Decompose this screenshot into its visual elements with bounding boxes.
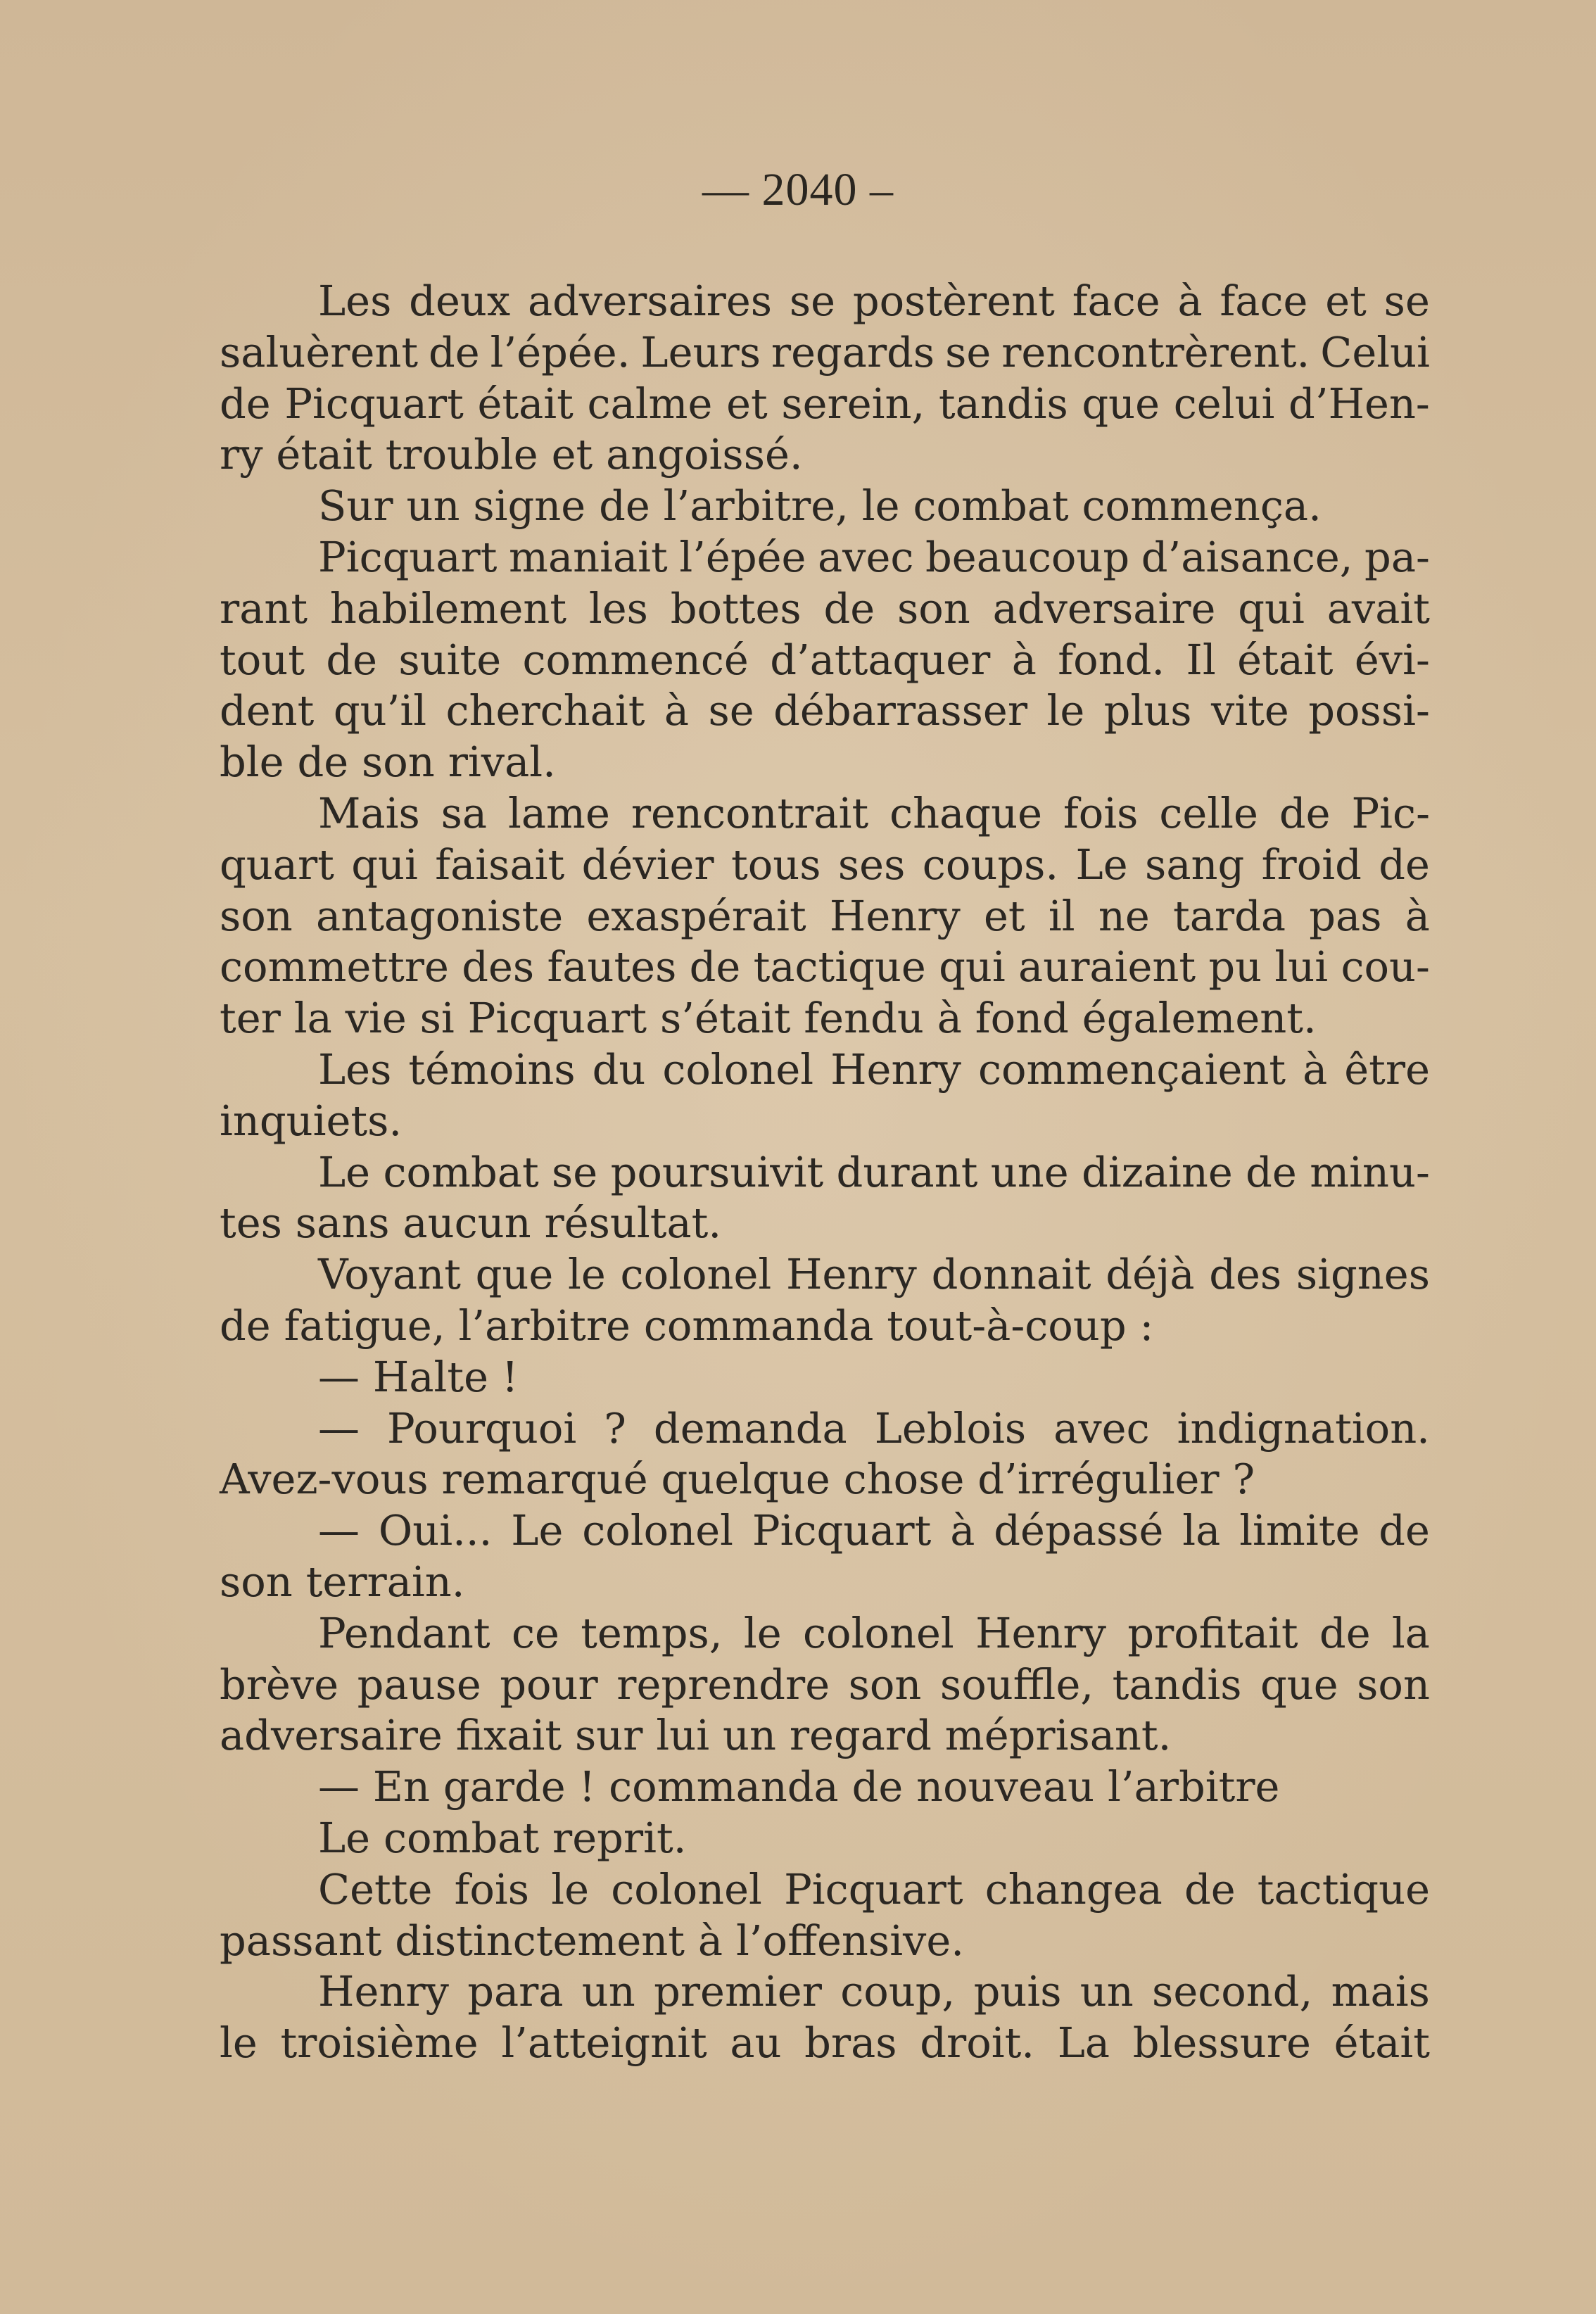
word: reprendre xyxy=(616,1659,830,1709)
word: Sur xyxy=(318,481,393,531)
word: changea xyxy=(984,1864,1163,1914)
word: d’attaquer xyxy=(770,635,991,684)
word: également. xyxy=(1082,994,1317,1043)
word: se xyxy=(552,1147,598,1196)
word: pause xyxy=(357,1659,481,1709)
word: premier xyxy=(654,1967,822,2016)
word: rival. xyxy=(448,738,556,787)
word: bras xyxy=(804,2018,897,2068)
word: coups. xyxy=(922,840,1059,889)
word: dévier xyxy=(581,840,714,889)
word: troisième xyxy=(280,2018,479,2068)
text-line xyxy=(220,1147,1430,1199)
word: quart xyxy=(220,840,334,889)
word: tactique xyxy=(753,942,926,992)
word: lame xyxy=(508,788,610,837)
text-line xyxy=(220,1659,1430,1711)
word: ? xyxy=(1232,1455,1255,1504)
word: tandis xyxy=(1112,1659,1242,1709)
word: le xyxy=(220,2018,258,2068)
word: colonel xyxy=(620,1250,772,1299)
word: lui xyxy=(656,1711,710,1760)
word: chose xyxy=(843,1455,965,1504)
text-line xyxy=(220,583,1430,635)
word: fond xyxy=(975,994,1069,1043)
word: Il xyxy=(1186,635,1216,684)
word: La xyxy=(1057,2018,1110,2068)
word: le xyxy=(568,1250,606,1299)
word: de xyxy=(1279,788,1331,837)
word: était xyxy=(276,430,372,479)
page-number: — 2040 – xyxy=(702,164,894,215)
word: tactique xyxy=(1257,1864,1430,1914)
word: l’atteignit xyxy=(501,2018,707,2068)
word: Picquart xyxy=(752,1506,932,1555)
word: de xyxy=(689,942,741,992)
word: commanda xyxy=(609,1762,839,1812)
word: donnait xyxy=(931,1250,1091,1299)
word: Cette xyxy=(318,1864,433,1914)
word: était xyxy=(1237,635,1334,684)
text-line xyxy=(220,1249,1430,1301)
word: débarrasser xyxy=(773,686,1028,735)
word: Le xyxy=(511,1506,564,1555)
word: et xyxy=(984,891,1025,940)
word: colonel xyxy=(803,1608,954,1657)
word: à xyxy=(950,1506,975,1555)
word: un xyxy=(1079,1967,1134,2016)
text-line xyxy=(220,532,1430,583)
word: auraient xyxy=(1018,942,1196,992)
text-line xyxy=(220,327,1430,379)
word: tous xyxy=(731,840,821,889)
word: Leurs xyxy=(640,327,761,377)
word: les xyxy=(588,583,648,633)
word: résultat. xyxy=(544,1199,722,1248)
word: déjà xyxy=(1106,1250,1195,1299)
word: ? xyxy=(604,1403,626,1453)
word: possi- xyxy=(1308,686,1430,735)
word: de xyxy=(823,583,875,633)
word: signes xyxy=(1296,1250,1430,1299)
word: signe xyxy=(473,481,586,531)
word: exaspérait xyxy=(586,891,806,940)
word: : xyxy=(1139,1301,1154,1350)
word: Pic- xyxy=(1351,788,1430,837)
word: face xyxy=(1220,277,1308,325)
word: quelque xyxy=(661,1455,830,1504)
word: tes xyxy=(220,1199,282,1248)
word: mais xyxy=(1331,1967,1430,2016)
word: commençaient xyxy=(977,1044,1286,1094)
word: maniait xyxy=(509,532,668,581)
text-line xyxy=(220,635,1430,686)
text-line xyxy=(220,1403,1430,1455)
word: Picquart xyxy=(467,994,647,1043)
word: à xyxy=(1303,1044,1328,1094)
word: Le xyxy=(318,1813,371,1862)
word: l’épée xyxy=(679,532,806,581)
word: tandis xyxy=(938,379,1068,428)
text-line xyxy=(220,481,1430,532)
word: froid xyxy=(1261,840,1362,889)
word: Les xyxy=(318,1044,392,1094)
word: ! xyxy=(501,1352,519,1401)
word: combat xyxy=(383,1147,539,1196)
word: la xyxy=(1391,1608,1430,1657)
word: son xyxy=(362,738,435,787)
word: tout xyxy=(220,635,305,684)
word: sang xyxy=(1145,840,1245,889)
word: sans xyxy=(295,1199,390,1248)
word: et xyxy=(726,379,768,428)
word: coup, xyxy=(840,1967,956,2016)
text-line xyxy=(220,379,1430,430)
text-line xyxy=(220,1813,1430,1864)
word: colonel xyxy=(582,1506,733,1555)
word: demanda xyxy=(653,1403,847,1453)
text-line xyxy=(220,1352,1430,1403)
text-line xyxy=(220,891,1430,942)
word: de xyxy=(1246,1147,1297,1196)
word: qui xyxy=(1238,583,1305,633)
word: l’épée. xyxy=(490,327,631,377)
text-line xyxy=(220,1301,1430,1352)
word: vite xyxy=(1211,686,1289,735)
word: Oui... xyxy=(378,1506,493,1555)
word: avec xyxy=(1053,1403,1150,1453)
word: une xyxy=(990,1147,1069,1196)
word: si xyxy=(419,994,455,1043)
word: ce xyxy=(511,1608,559,1657)
word: à xyxy=(1177,277,1203,325)
text-line xyxy=(220,942,1430,993)
word: rencontrait xyxy=(631,788,869,837)
word: était xyxy=(1334,2018,1430,2068)
word: colonel xyxy=(611,1864,762,1914)
word: reprit. xyxy=(552,1813,687,1862)
word: adversaire xyxy=(220,1711,443,1760)
word: fond. xyxy=(1058,635,1165,684)
word: souffle, xyxy=(939,1659,1094,1709)
word: pour xyxy=(500,1659,598,1709)
word: fois xyxy=(454,1864,530,1914)
word: de xyxy=(599,481,650,531)
word: fatigue, xyxy=(284,1301,445,1350)
word: second, xyxy=(1152,1967,1313,2016)
word: — xyxy=(318,1403,360,1453)
word: le xyxy=(861,481,900,531)
body-text xyxy=(220,276,1430,2069)
word: commença. xyxy=(1082,481,1322,531)
word: ses xyxy=(837,840,906,889)
word: pu xyxy=(1208,942,1262,992)
word: sur xyxy=(574,1711,643,1760)
word: suite xyxy=(398,635,502,684)
word: face xyxy=(1072,277,1160,325)
word: des xyxy=(462,942,535,992)
word: de xyxy=(428,327,480,377)
word: dent xyxy=(220,686,315,735)
word: minu- xyxy=(1310,1147,1430,1196)
word: fendu xyxy=(804,994,924,1043)
word: avec xyxy=(818,532,914,581)
word: son xyxy=(1357,1659,1430,1709)
word: lui xyxy=(1274,942,1329,992)
word: adversaire xyxy=(992,583,1216,633)
word: dizaine xyxy=(1082,1147,1233,1196)
word: Celui xyxy=(1320,327,1430,377)
word: cou- xyxy=(1341,942,1430,992)
word: tarda xyxy=(1172,891,1286,940)
text-line xyxy=(220,1710,1430,1762)
word: rant xyxy=(220,583,308,633)
word: Pourquoi xyxy=(387,1403,577,1453)
word: Pendant xyxy=(318,1608,490,1657)
word: ter xyxy=(220,994,281,1043)
word: Henry xyxy=(975,1608,1106,1657)
word: combat xyxy=(913,481,1069,531)
word: para xyxy=(467,1967,564,2016)
word: celle xyxy=(1159,788,1258,837)
word: le xyxy=(1046,686,1085,735)
word: cherchait xyxy=(445,686,645,735)
word: à xyxy=(664,686,690,735)
word: calme xyxy=(587,379,713,428)
word: Picquart xyxy=(318,532,498,581)
word: il xyxy=(1048,891,1075,940)
word: Les xyxy=(318,277,392,325)
text-line xyxy=(220,2018,1430,2069)
word: se xyxy=(789,277,836,325)
word: profitait xyxy=(1127,1608,1298,1657)
word: temps, xyxy=(581,1608,723,1657)
word: pa- xyxy=(1364,532,1430,581)
word: ble xyxy=(220,738,284,787)
word: et xyxy=(1325,277,1367,325)
text-line xyxy=(220,1966,1430,2018)
word: un xyxy=(406,481,460,531)
word: et xyxy=(551,430,593,479)
word: remarqué xyxy=(441,1455,648,1504)
word: blessure xyxy=(1132,2018,1311,2068)
word: de xyxy=(851,1762,904,1812)
text-line xyxy=(220,993,1430,1044)
text-line xyxy=(220,1044,1430,1096)
word: un xyxy=(722,1711,776,1760)
word: garde xyxy=(443,1762,566,1812)
word: fixait xyxy=(455,1711,562,1760)
word: angoissé. xyxy=(606,430,803,479)
word: de xyxy=(220,1301,271,1350)
word: ! xyxy=(578,1762,596,1812)
word: un xyxy=(581,1967,635,2016)
word: — xyxy=(318,1506,360,1555)
word: Halte xyxy=(372,1352,488,1401)
text-line xyxy=(220,1557,1430,1608)
word: indignation. xyxy=(1177,1403,1430,1453)
word: chaque xyxy=(889,788,1042,837)
text-line xyxy=(220,1505,1430,1557)
text-line xyxy=(220,685,1430,737)
text-line xyxy=(220,1198,1430,1249)
word: Henry xyxy=(318,1967,449,2016)
word: le xyxy=(551,1864,590,1914)
word: Henry xyxy=(830,1044,961,1094)
word: de xyxy=(326,635,377,684)
text-line xyxy=(220,1096,1430,1147)
text-line xyxy=(220,1864,1430,1916)
word: de xyxy=(297,738,349,787)
word: passant xyxy=(220,1916,382,1965)
word: ry xyxy=(220,430,263,479)
word: beaucoup xyxy=(925,532,1130,581)
word: qui xyxy=(351,840,418,889)
word: limite xyxy=(1239,1506,1360,1555)
word: se xyxy=(1383,277,1430,325)
word: s’était xyxy=(660,994,791,1043)
word: adversaires xyxy=(527,277,773,325)
word: de xyxy=(1379,1506,1430,1555)
word: antagoniste xyxy=(316,891,564,940)
word: sa xyxy=(441,788,488,837)
word: Mais xyxy=(318,788,420,837)
word: bottes xyxy=(670,583,802,633)
word: habilement xyxy=(329,583,567,633)
word: plus xyxy=(1103,686,1192,735)
word: durant xyxy=(836,1147,978,1196)
word: ne xyxy=(1098,891,1150,940)
word: à xyxy=(1405,891,1430,940)
word: d’irrégulier xyxy=(977,1455,1220,1504)
text-line xyxy=(220,737,1430,788)
text-line xyxy=(220,1608,1430,1659)
word: de xyxy=(1184,1864,1236,1914)
word: son xyxy=(220,1557,293,1606)
word: à xyxy=(937,994,962,1043)
word: — xyxy=(318,1352,360,1401)
word: terrain. xyxy=(305,1557,465,1606)
word: à xyxy=(1011,635,1037,684)
word: aucun xyxy=(403,1199,531,1248)
word: droit. xyxy=(920,2018,1035,2068)
word: commencé xyxy=(522,635,749,684)
word: était xyxy=(477,379,574,428)
word: dépassé xyxy=(994,1506,1164,1555)
text-line xyxy=(220,840,1430,891)
text-line xyxy=(220,788,1430,840)
word: méprisant. xyxy=(944,1711,1172,1760)
word: son xyxy=(220,891,293,940)
text-line xyxy=(220,276,1430,327)
word: du xyxy=(592,1044,646,1094)
word: de xyxy=(1319,1608,1371,1657)
word: commanda xyxy=(643,1301,874,1350)
word: à xyxy=(697,1916,723,1965)
word: se xyxy=(945,327,992,377)
word: trouble xyxy=(385,430,538,479)
text-line xyxy=(220,1762,1430,1813)
word: fautes xyxy=(547,942,677,992)
word: l’arbitre xyxy=(458,1301,631,1350)
word: Le xyxy=(1075,840,1128,889)
word: son xyxy=(848,1659,922,1709)
word: l’arbitre xyxy=(1107,1762,1280,1812)
word: avait xyxy=(1326,583,1430,633)
word: puis xyxy=(973,1967,1062,2016)
word: son xyxy=(897,583,970,633)
word: témoins xyxy=(408,1044,576,1094)
word: celui xyxy=(1173,379,1275,428)
word: que xyxy=(475,1250,554,1299)
word: faisait xyxy=(435,840,565,889)
word: l’arbitre, xyxy=(663,481,849,531)
word: être xyxy=(1344,1044,1430,1094)
word: pas xyxy=(1309,891,1382,940)
word: inquiets. xyxy=(220,1096,403,1145)
word: évi- xyxy=(1354,635,1430,684)
word: brève xyxy=(220,1659,339,1709)
word: — xyxy=(318,1762,360,1812)
word: nouveau xyxy=(916,1762,1095,1812)
word: le xyxy=(743,1608,782,1657)
word: de xyxy=(220,379,271,428)
word: Avez-vous xyxy=(220,1455,429,1504)
word: au xyxy=(730,2018,782,2068)
word: saluèrent xyxy=(220,327,419,377)
word: Voyant xyxy=(318,1250,461,1299)
word: la xyxy=(1182,1506,1221,1555)
word: regard xyxy=(789,1711,932,1760)
word: combat xyxy=(383,1813,540,1862)
word: que xyxy=(1082,379,1160,428)
word: Le xyxy=(318,1147,371,1196)
word: commettre xyxy=(220,942,449,992)
word: l’offensive. xyxy=(735,1916,965,1965)
word: tout-à-coup xyxy=(887,1301,1127,1350)
word: des xyxy=(1209,1250,1282,1299)
word: postèrent xyxy=(852,277,1055,325)
word: colonel xyxy=(662,1044,814,1094)
word: rencontrèrent. xyxy=(1001,327,1310,377)
word: que xyxy=(1260,1659,1338,1709)
text-line xyxy=(220,1454,1430,1505)
word: poursuivit xyxy=(610,1147,824,1196)
word: Picquart xyxy=(284,379,464,428)
word: qui xyxy=(939,942,1006,992)
word: Henry xyxy=(785,1250,917,1299)
word: Henry xyxy=(829,891,961,940)
text-line xyxy=(220,429,1430,481)
word: se xyxy=(708,686,754,735)
word: En xyxy=(372,1762,430,1812)
word: deux xyxy=(409,277,511,325)
word: d’Hen- xyxy=(1288,379,1430,428)
word: la xyxy=(293,994,332,1043)
word: d’aisance, xyxy=(1141,532,1353,581)
word: fois xyxy=(1063,788,1139,837)
word: Picquart xyxy=(784,1864,963,1914)
word: vie xyxy=(345,994,407,1043)
word: Leblois xyxy=(874,1403,1027,1453)
word: distinctement xyxy=(395,1916,685,1965)
word: serein, xyxy=(781,379,925,428)
word: regards xyxy=(771,327,935,377)
word: qu’il xyxy=(333,686,427,735)
text-line xyxy=(220,1916,1430,1967)
word: de xyxy=(1379,840,1430,889)
